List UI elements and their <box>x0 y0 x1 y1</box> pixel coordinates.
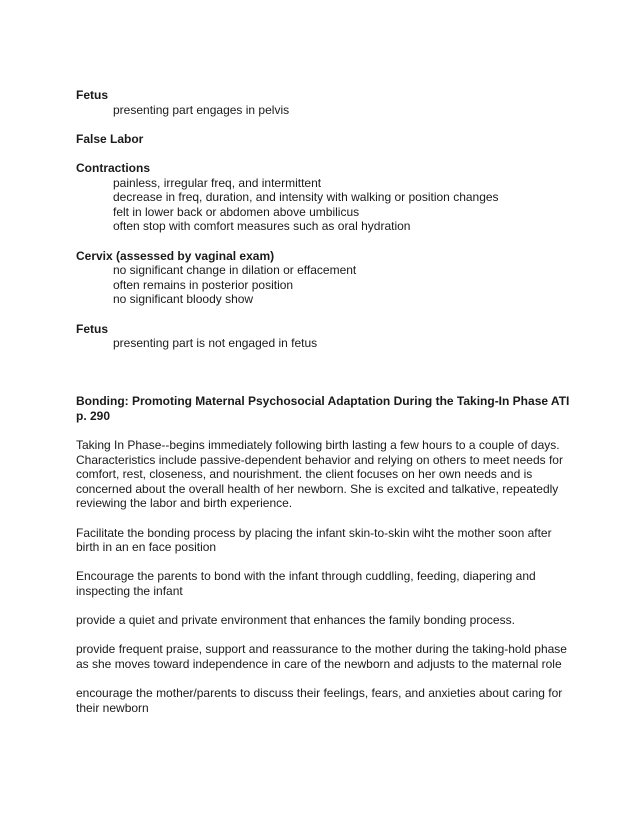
contractions-item: painless, irregular freq, and intermittent <box>113 175 322 190</box>
bonding-paragraph: encourage the mother/parents to discuss their feelings, fears, and anxieties about caring for their newborn <box>76 686 563 715</box>
fetus-heading: Fetus <box>76 88 109 102</box>
contractions-item: often stop with comfort measures such as oral hydration <box>113 219 411 234</box>
false-labor-heading: False Labor <box>76 131 144 146</box>
cervix-item: no significant bloody show <box>113 292 254 307</box>
fetus-heading-false-labor: Fetus <box>76 321 109 336</box>
fetus-item-false-labor: presenting part is not engaged in fetus <box>113 336 318 351</box>
cervix-item: often remains in posterior position <box>113 277 294 292</box>
fetus-item: presenting part engages in pelvis <box>113 102 290 117</box>
bonding-paragraph: Facilitate the bonding process by placing the infant skin-to-skin wiht the mother soon after birth in an en face position <box>76 525 552 555</box>
bonding-paragraph: Encourage the parents to bond with the infant through cuddling, feeding, diapering and inspecting the infant <box>76 569 536 598</box>
contractions-heading: Contractions <box>76 160 151 175</box>
contractions-item: decrease in freq, duration, and intensity with walking or position changes <box>113 190 499 205</box>
bonding-heading: Bonding: Promoting Maternal Psychosocial Adaptation During the Taking-In Phase ATI p. 290 <box>76 394 570 423</box>
cervix-heading: Cervix (assessed by vaginal exam) <box>76 248 275 263</box>
contractions-item: felt in lower back or abdomen above umbilicus <box>113 204 360 219</box>
cervix-item: no significant change in dilation or effacement <box>113 263 357 278</box>
bonding-paragraph: provide frequent praise, support and reassurance to the mother during the taking-hold phase as she moves toward independence in care of the newborn and adjusts to the maternal role <box>76 642 567 671</box>
bonding-paragraph: Taking In Phase--begins immediately following birth lasting a few hours to a couple of days. Characteristics include passive-dependent behavior and relying on others to meet needs for comfort, rest, closeness, and nourishment. the client focuses on her own needs and is concerned about the overall health of her newborn. She is excited and talkative, repeatedly reviewing the labor and birth experience. <box>76 438 563 511</box>
document-body <box>76 88 576 715</box>
bonding-paragraph: provide a quiet and private environment that enhances the family bonding process. <box>76 613 515 628</box>
